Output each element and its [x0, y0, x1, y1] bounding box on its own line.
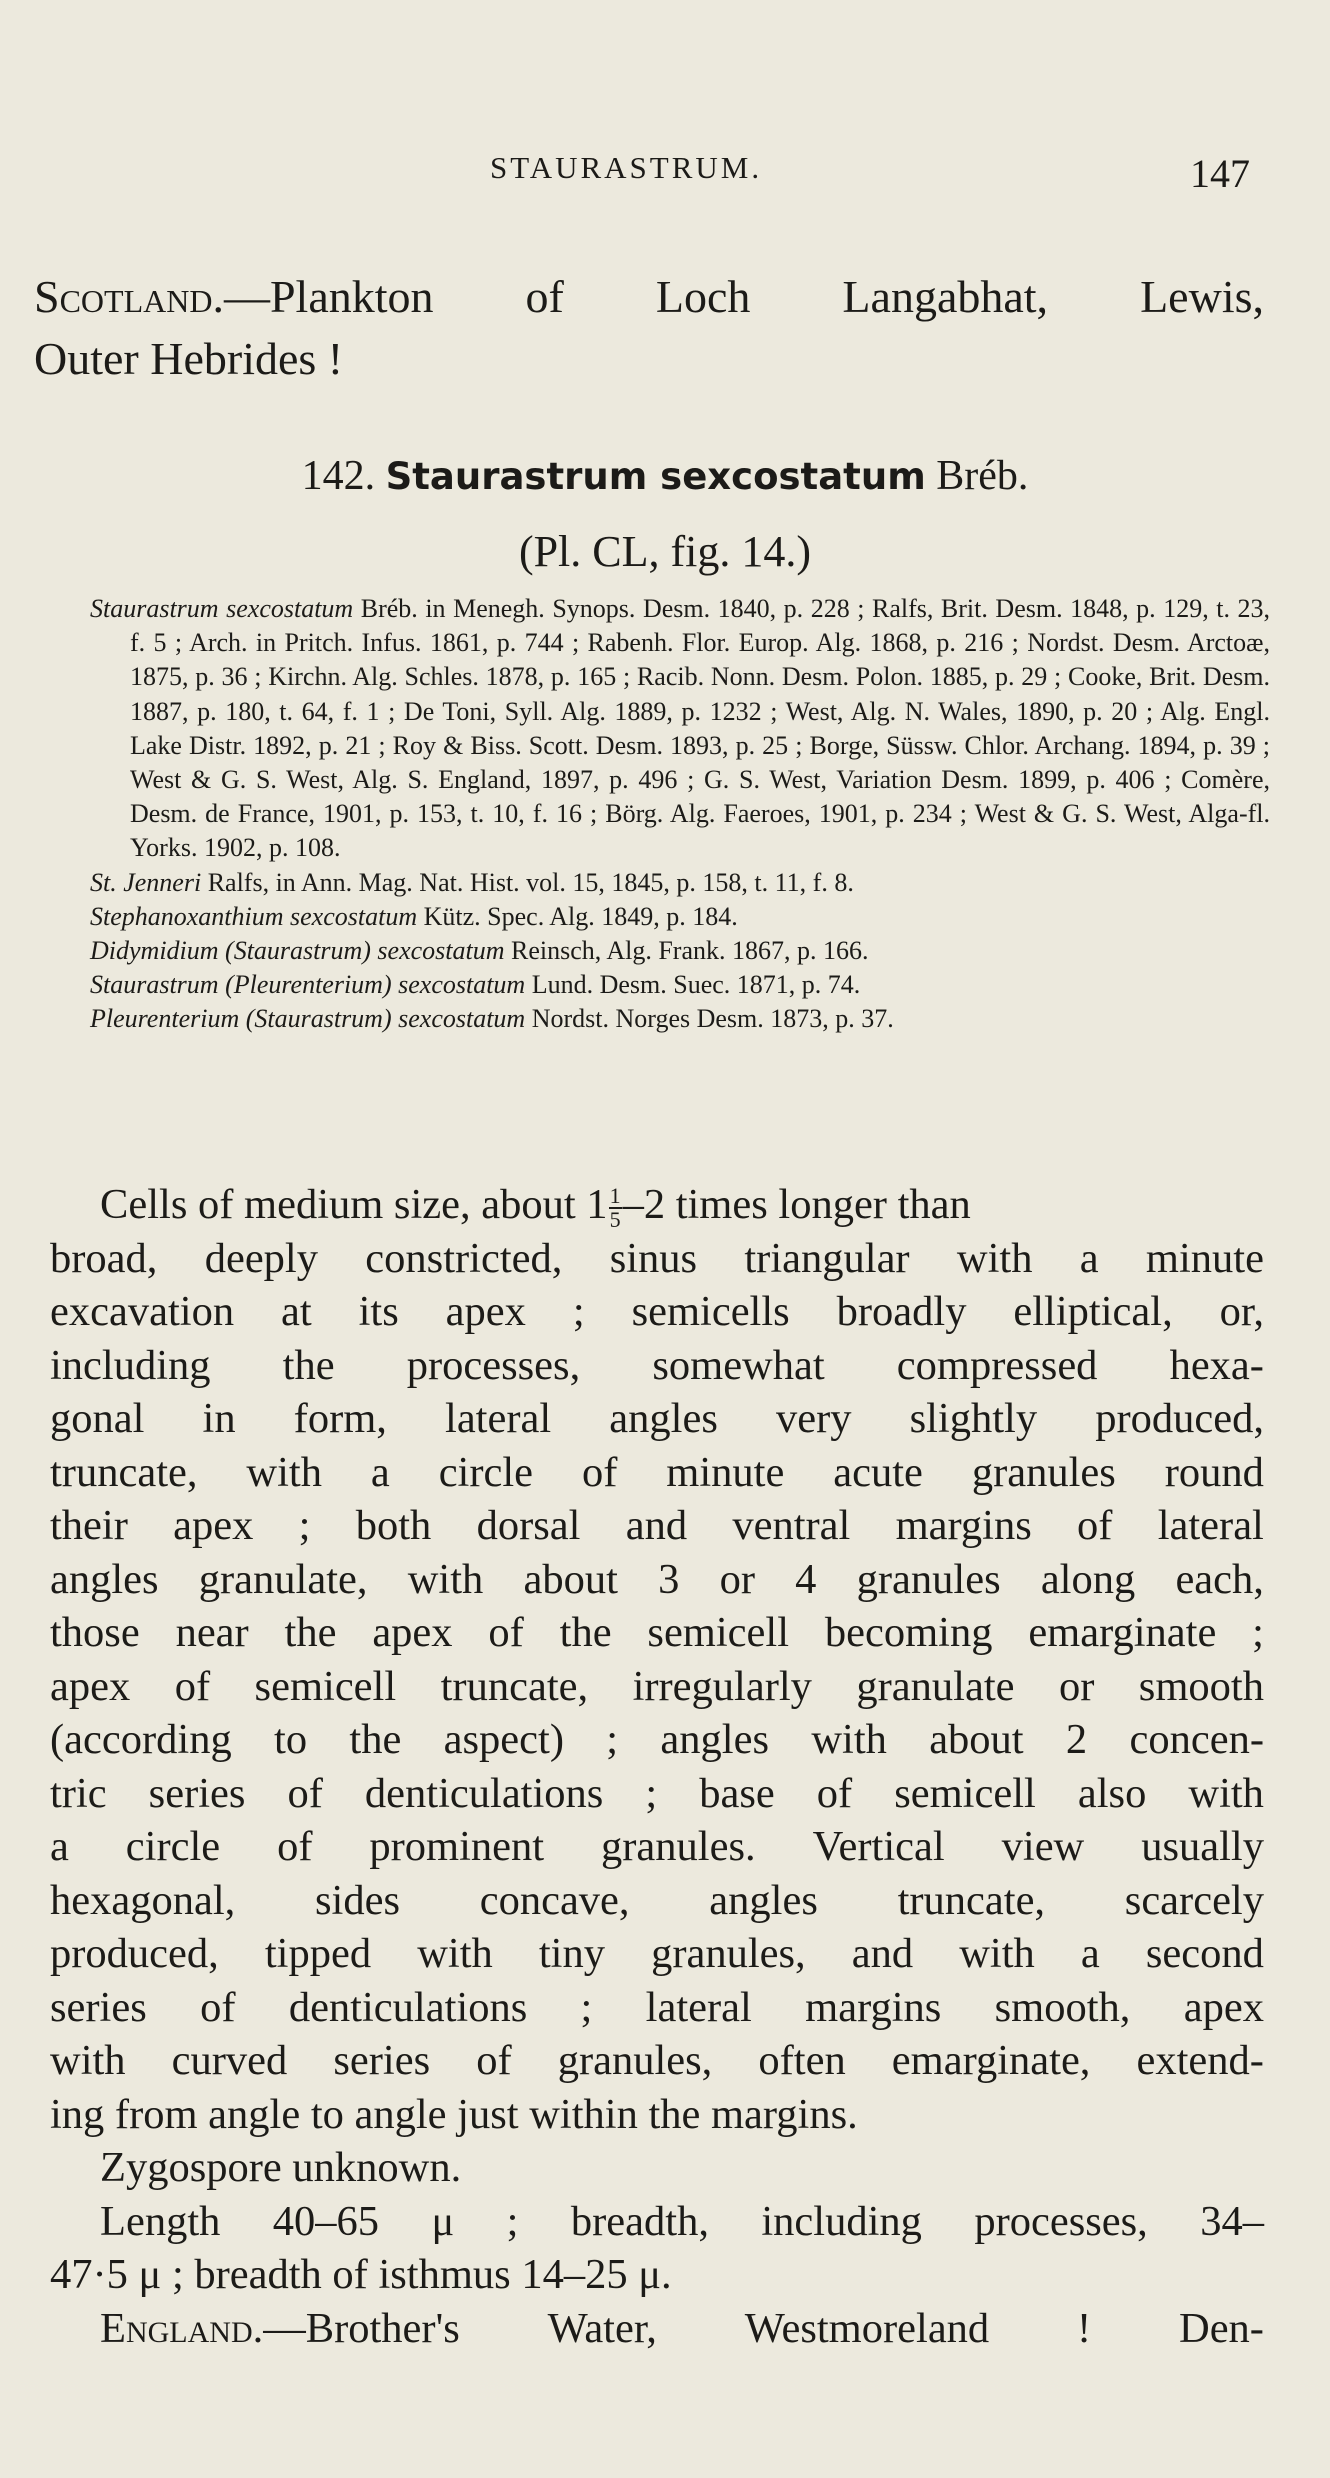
description-line: (according to the aspect) ; angles with about 2 concen- — [50, 1716, 1264, 1763]
england-locality: England.—Brother's Water, Westmoreland ! Den- — [100, 2304, 1264, 2352]
description-line: hexagonal, sides concave, angles truncate, scarcely — [50, 1876, 1264, 1924]
description-line — [50, 1178, 1264, 1232]
synonym-citation: Bréb. in Menegh. Synops. Desm. 1840, p. 228 ; Ralfs, Brit. Desm. 1848, p. 129, t. 23, f. 5 ; Arch. in Pritch. Infus. 1861, p. 744 ; Rabenh. Flor. Europ. Alg. 1868, p. 216 ; Nordst. Desm. Arctoæ, 1875, p. 36 ; Kirchn. Alg. Schles. 1878, p. 165 ; Racib. Nonn. Desm. Polon. 1885, p. 29 ; Cooke, Brit. Desm. 1887, p. 180, t. 64, f. 1 ; De Toni, Syll. Alg. 1889, p. 1232 ; West, Alg. N. Wales, 1890, p. 20 ; Alg. Engl. Lake Distr. 1892, p. 21 ; Roy & Biss. Scott. Desm. 1893, p. 25 ; Borge, Süssw. Chlor. Archang. 1894, p. 39 ; West & G. S. West, Alg. S. England, 1897, p. 496 ; G. S. West, Variation Desm. 1899, p. 406 ; Comère, Desm. de France, 1901, p. 153, t. 10, f. 16 ; Börg. Alg. Faeroes, 1901, p. 234 ; West & G. S. West, Alga-fl. Yorks. 1902, p. 108. — [130, 594, 1270, 863]
scotland-line-2: Outer Hebrides ! — [34, 333, 344, 384]
synonymy-entry — [90, 934, 1270, 968]
synonymy-entry — [90, 866, 1270, 900]
synonymy-entry — [90, 592, 1270, 866]
page-number: 147 — [1190, 151, 1250, 196]
description-line: their apex ; both dorsal and ventral margins of lateral — [50, 1502, 1264, 1549]
description-block — [50, 1178, 1264, 2355]
zygospore-note: Zygospore unknown. — [100, 2144, 462, 2191]
running-head: STAURASTRUM. — [490, 150, 763, 185]
description-line: excavation at its apex ; semicells broadly elliptical, or, — [50, 1288, 1264, 1335]
synonym-citation: Kütz. Spec. Alg. 1849, p. 184. — [423, 901, 738, 931]
description-line: broad, deeply constricted, sinus triangular with a minute — [50, 1234, 1264, 1282]
description-line: apex of semicell truncate, irregularly granulate or smooth — [50, 1662, 1264, 1710]
description-line: with curved series of granules, often emarginate, extend- — [50, 2037, 1264, 2084]
synonym-name: Didymidium (Staurastrum) sexcostatum — [90, 936, 505, 966]
synonym-name: St. Jenneri — [90, 867, 202, 897]
synonymy-entry — [90, 900, 1270, 934]
description-line: angles granulate, with about 3 or 4 granules along each, — [50, 1555, 1264, 1603]
measurements-line: 47·5 μ ; breadth of isthmus 14–25 μ. — [50, 2251, 672, 2298]
synonym-name: Pleurenterium (Staurastrum) sexcostatum — [90, 1004, 526, 1034]
plate-reference: (Pl. CL, fig. 14.) — [518, 527, 812, 576]
species-name: Staurastrum sexcostatum — [385, 455, 926, 498]
synonym-citation: Nordst. Norges Desm. 1873, p. 37. — [531, 1004, 894, 1034]
species-number: 142. — [301, 453, 376, 499]
description-line: series of denticulations ; lateral margins smooth, apex — [50, 1983, 1264, 2031]
description-line: a circle of prominent granules. Vertical view usually — [50, 1823, 1264, 1870]
measurements-line: Length 40–65 μ ; breadth, including processes, 34– — [100, 2197, 1264, 2245]
fraction: $\frac{1}{5}$ — [609, 1183, 621, 1233]
description-line-start: Cells of medium size, about 1 $\frac{1}{5}$ –2 times longer than — [100, 1181, 971, 1233]
synonym-name: Staurastrum sexcostatum — [90, 594, 354, 623]
description-line: gonal in form, lateral angles very slightly produced, — [50, 1395, 1264, 1442]
scotland-line-1: Scotland.—Plankton of Loch Langabhat, Lewis, — [34, 271, 1264, 322]
scotland-locality — [34, 266, 1264, 390]
synonym-citation: Ralfs, in Ann. Mag. Nat. Hist. vol. 15, 1845, p. 158, t. 11, f. 8. — [207, 867, 854, 897]
synonym-citation: Lund. Desm. Suec. 1871, p. 74. — [531, 970, 861, 1000]
description-line: tric series of denticulations ; base of semicell also with — [50, 1769, 1264, 1817]
synonym-citation: Reinsch, Alg. Frank. 1867, p. 166. — [511, 936, 869, 966]
description-line: those near the apex of the semicell becoming emarginate ; — [50, 1609, 1264, 1656]
description-line: truncate, with a circle of minute acute granules round — [50, 1448, 1264, 1496]
species-heading — [0, 452, 1330, 500]
synonymy-block — [90, 592, 1270, 1037]
synonym-name: Stephanoxanthium sexcostatum — [90, 901, 418, 931]
species-author: Bréb. — [936, 453, 1029, 499]
synonymy-entry — [90, 1002, 1270, 1036]
description-line: including the processes, somewhat compressed hexa- — [50, 1341, 1264, 1389]
synonym-name: Staurastrum (Pleurenterium) sexcostatum — [90, 970, 526, 1000]
description-line: ing from angle to angle just within the margins. — [50, 2090, 858, 2138]
synonymy-entry — [90, 968, 1270, 1002]
description-line: produced, tipped with tiny granules, and with a second — [50, 1930, 1264, 1977]
